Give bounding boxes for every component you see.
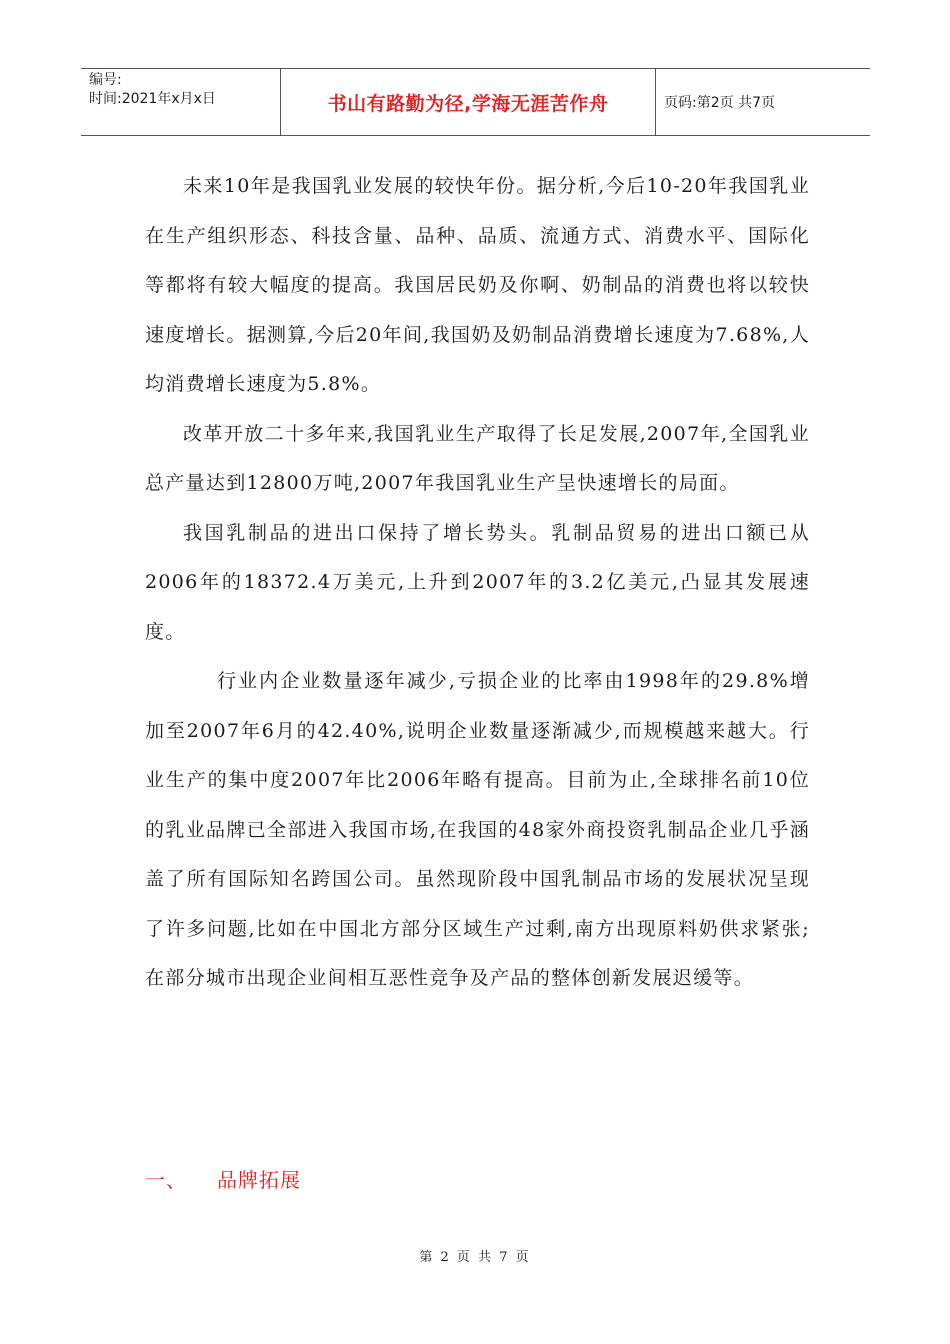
section-heading bbox=[145, 1164, 301, 1193]
document-number-label: 编号: bbox=[89, 72, 122, 88]
document-date: 时间:2021年x月x日 bbox=[89, 91, 216, 107]
header-meta bbox=[81, 69, 281, 135]
paragraph: 改革开放二十多年来,我国乳业生产取得了长足发展,2007年,全国乳业总产量达到12800万吨,2007年我国乳业生产呈快速增长的局面。 bbox=[145, 422, 810, 494]
paragraph: 行业内企业数量逐年减少,亏损企业的比率由1998年的29.8%增加至2007年6月的42.40%,说明企业数量逐渐减少,而规模越来越大。行业生产的集中度2007年比2006年略有提高。目前为止,全球排名前10位的乳业品牌已全部进入我国市场,在我国的48家外商投资乳制品企业几乎涵盖了所有国际知名跨国公司。虽然现阶段中国乳制品市场的发展状况呈现了许多问题,比如在中国北方部分区域生产过剩,南方出现原料奶供求紧张;在部分城市出现企业间相互恶性竞争及产品的整体创新发展迟缓等。 bbox=[145, 670, 810, 989]
page-footer: 第 2 页 共 7 页 bbox=[419, 1250, 531, 1265]
section-title: 品牌拓展 bbox=[217, 1168, 301, 1192]
paragraph: 我国乳制品的进出口保持了增长势头。乳制品贸易的进出口额已从2006年的18372.4万美元,上升到2007年的3.2亿美元,凸显其发展速度。 bbox=[145, 521, 810, 643]
page-header bbox=[81, 68, 870, 136]
paragraph: 未来10年是我国乳业发展的较快年份。据分析,今后10-20年我国乳业在生产组织形态、科技含量、品种、品质、流通方式、消费水平、国际化等都将有较大幅度的提高。我国居民奶及你啊、奶制品的消费也将以较快速度增长。据测算,今后20年间,我国奶及奶制品消费增长速度为7.68%,人均消费增长速度为5.8%。 bbox=[145, 175, 810, 395]
document-body bbox=[145, 162, 810, 1004]
header-motto: 书山有路勤为径,学海无涯苦作舟 bbox=[281, 69, 656, 135]
section-number: 一、 bbox=[145, 1168, 187, 1192]
header-page-code: 页码:第2页 共7页 bbox=[664, 95, 775, 111]
